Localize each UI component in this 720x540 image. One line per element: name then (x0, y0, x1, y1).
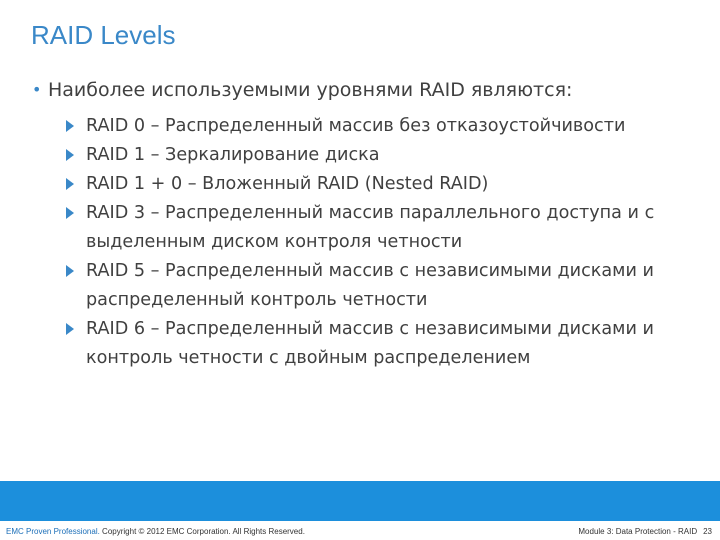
list-item (62, 199, 682, 257)
intro-text: Наиболее используемыми уровнями RAID являются: (48, 79, 573, 101)
slide-title: RAID Levels (31, 20, 176, 50)
triangle-bullet-icon (62, 170, 86, 199)
triangle-bullet-icon (62, 315, 86, 344)
list-item-text: RAID 1 + 0 – Вложенный RAID (Nested RAID) (86, 174, 489, 194)
footer (0, 521, 720, 540)
triangle-bullet-icon (62, 141, 86, 170)
triangle-bullet-icon (62, 257, 86, 286)
list-item-text: RAID 3 – Распределенный массив параллельного доступа и с выделенным диском контроля четности (86, 203, 655, 252)
list-item-text: RAID 0 – Распределенный массив без отказоустойчивости (86, 116, 626, 136)
list-item (62, 257, 682, 315)
triangle-bullet-icon (62, 112, 86, 141)
footer-module: Module 3: Data Protection - RAID (578, 527, 698, 536)
footer-right (578, 527, 712, 536)
footer-left (6, 527, 305, 536)
page-number: 23 (703, 527, 712, 536)
triangle-bullet-icon (62, 199, 86, 228)
raid-level-list (62, 112, 682, 373)
list-item (62, 141, 682, 170)
list-item-text: RAID 5 – Распределенный массив с независимыми дисками и распределенный контроль четности (86, 261, 654, 310)
list-item (62, 112, 682, 141)
bullet-dot-icon: • (32, 80, 42, 99)
list-item (62, 315, 682, 373)
intro-bullet (32, 78, 572, 102)
footer-copyright: Copyright © 2012 EMC Corporation. All Rights Reserved. (99, 527, 305, 536)
list-item (62, 170, 682, 199)
list-item-text: RAID 1 – Зеркалирование диска (86, 145, 380, 165)
list-item-text: RAID 6 – Распределенный массив с независимыми дисками и контроль четности с двойным распределением (86, 319, 654, 368)
footer-band (0, 481, 720, 521)
footer-brand: EMC Proven Professional. (6, 527, 100, 536)
